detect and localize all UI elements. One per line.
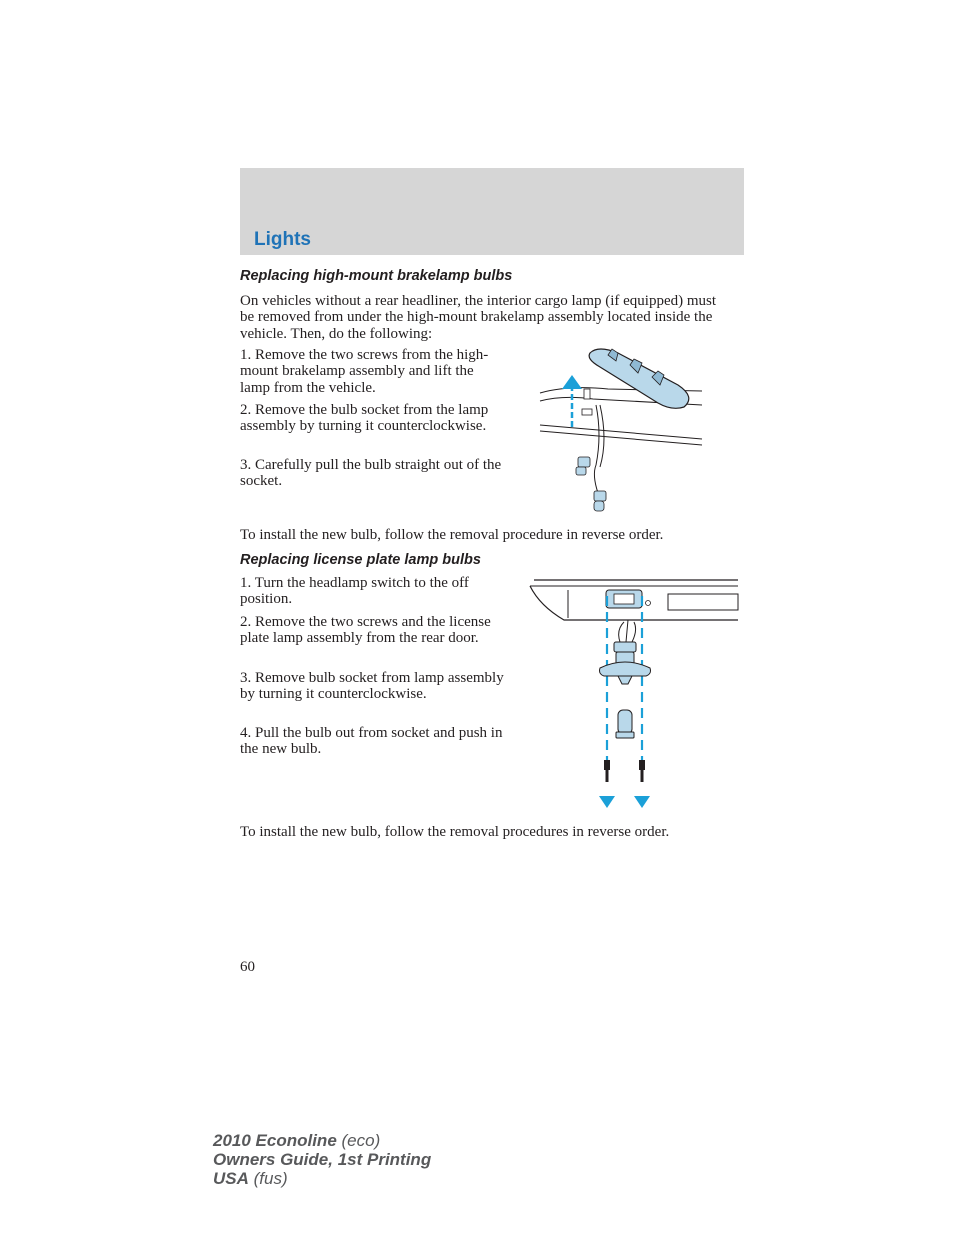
- footer-printing: Owners Guide, 1st Printing: [213, 1150, 432, 1169]
- brakelamp-step-1: 1. Remove the two screws from the high-mount brakelamp assembly and lift the lamp from the vehicle.: [240, 347, 489, 396]
- footer-model-code: (eco): [341, 1131, 381, 1150]
- footer-region: USA: [213, 1169, 249, 1188]
- brakelamp-illustration: [538, 345, 704, 513]
- footer-line-3: [213, 1169, 431, 1188]
- license-lamp-step-2: 2. Remove the two screws and the license plate lamp assembly from the rear door.: [240, 614, 491, 647]
- footer-model: 2010 Econoline: [213, 1131, 337, 1150]
- brakelamp-step-3: 3. Carefully pull the bulb straight out of the socket.: [240, 457, 502, 490]
- footer-region-code: (fus): [253, 1169, 288, 1188]
- license-lamp-step-3: 3. Remove bulb socket from lamp assembly by turning it counterclockwise.: [240, 670, 504, 703]
- license-lamp-closing: To install the new bulb, follow the removal procedures in reverse order.: [240, 824, 670, 840]
- footer-line-1: [213, 1131, 431, 1150]
- page-number: 60: [240, 959, 255, 975]
- section-title: Lights: [254, 229, 311, 250]
- brakelamp-closing: To install the new bulb, follow the removal procedure in reverse order.: [240, 527, 664, 543]
- brakelamp-heading: Replacing high-mount brakelamp bulbs: [240, 268, 513, 284]
- footer-line-2: [213, 1150, 431, 1169]
- section-header-band: [240, 168, 744, 255]
- license-lamp-heading: Replacing license plate lamp bulbs: [240, 552, 481, 568]
- brakelamp-intro: On vehicles without a rear headliner, the interior cargo lamp (if equipped) must be removed from under the high-mount brakelamp assembly located inside the vehicle. Then, do the following:: [240, 293, 717, 342]
- license-lamp-illustration: [520, 576, 742, 810]
- license-lamp-step-4: 4. Pull the bulb out from socket and push in the new bulb.: [240, 725, 503, 758]
- brakelamp-step-2: 2. Remove the bulb socket from the lamp assembly by turning it counterclockwise.: [240, 402, 489, 435]
- document-footer: [213, 1131, 431, 1188]
- license-lamp-step-1: 1. Turn the headlamp switch to the off position.: [240, 575, 469, 608]
